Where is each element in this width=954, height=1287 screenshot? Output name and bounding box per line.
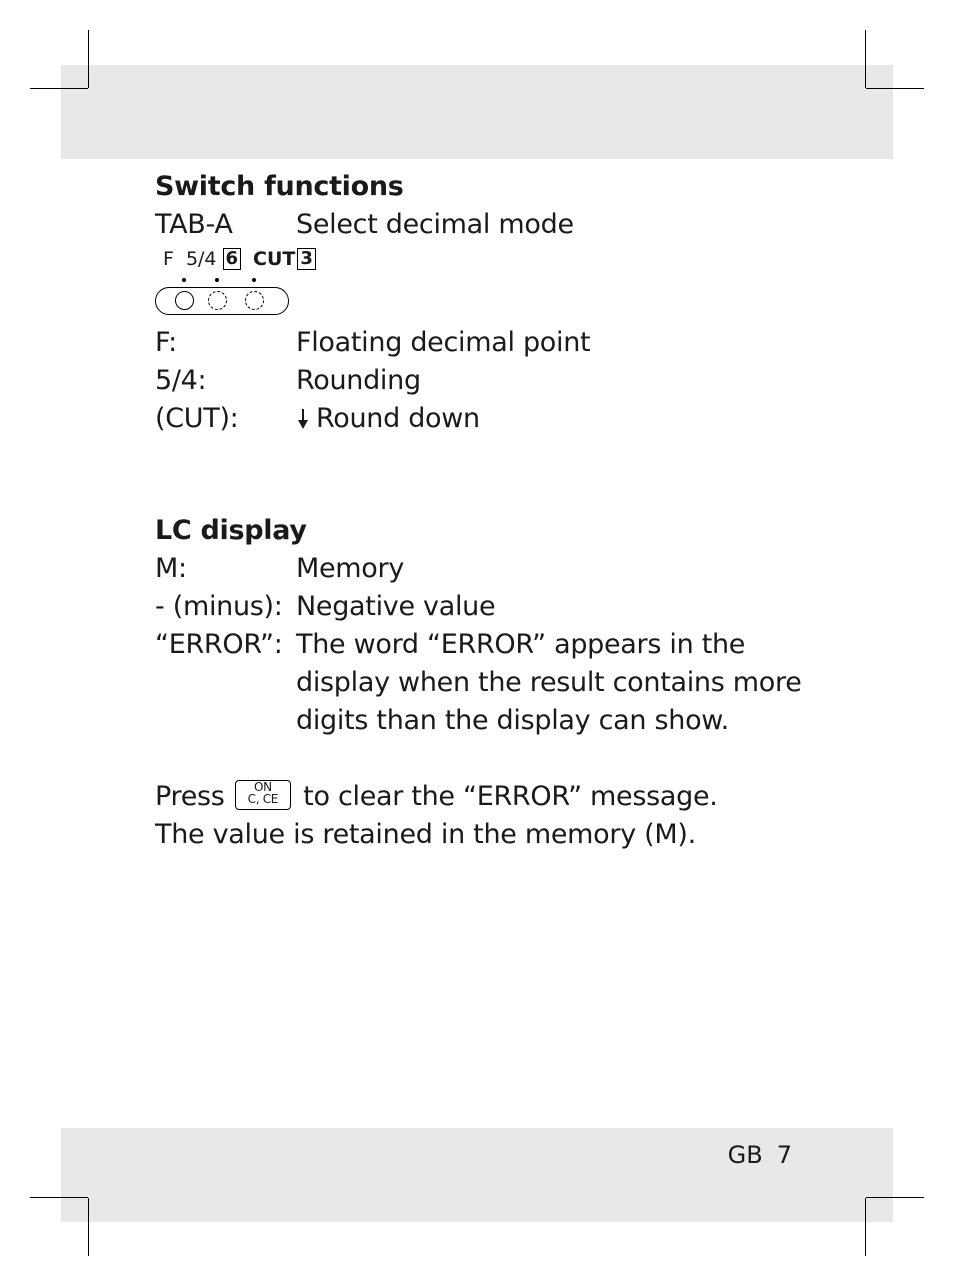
arrow-down-icon xyxy=(296,408,310,430)
press-text: Press xyxy=(155,781,225,812)
clear-error-note xyxy=(155,778,835,816)
switch-dot xyxy=(252,278,256,282)
tab-switch-diagram xyxy=(155,244,355,324)
switch-dot xyxy=(182,278,186,282)
page-number: 7 xyxy=(776,1141,792,1169)
tab-a-def: Select decimal mode xyxy=(296,209,574,240)
language-code: GB xyxy=(727,1141,763,1169)
display-row-error xyxy=(155,626,835,740)
display-row-m xyxy=(155,550,835,588)
tab-a-term: TAB-A xyxy=(155,209,233,240)
tab-a-row xyxy=(155,206,835,244)
page-content xyxy=(155,168,835,854)
crop-mark xyxy=(30,1197,88,1198)
switch-label-f: F xyxy=(163,248,174,270)
mode-term: F: xyxy=(155,327,177,358)
clear-error-text: to clear the “ERROR” message. xyxy=(303,781,718,812)
on-cce-key xyxy=(235,780,291,810)
switch-label-cut: CUT xyxy=(253,248,296,270)
crop-mark xyxy=(865,1198,866,1256)
display-term: M: xyxy=(155,553,187,584)
mode-def: Round down xyxy=(316,403,480,434)
key-label-bottom: C, CE xyxy=(247,791,279,806)
lc-display-heading: LC display xyxy=(155,515,307,546)
crop-mark xyxy=(866,1197,924,1198)
crop-mark xyxy=(88,30,89,88)
memory-note: The value is retained in the memory (M). xyxy=(155,819,696,850)
mode-def: Rounding xyxy=(296,365,421,396)
header-band xyxy=(61,65,893,159)
mode-def-wrap xyxy=(296,400,835,438)
display-row-minus xyxy=(155,588,835,626)
switch-label-54: 5/4 xyxy=(185,248,217,270)
page-footer xyxy=(714,1138,792,1172)
mode-row-54 xyxy=(155,362,835,400)
switch-label-6: 6 xyxy=(223,248,242,270)
switch-labels xyxy=(163,248,316,270)
display-term: “ERROR”: xyxy=(155,629,283,660)
key-label-top: ON xyxy=(253,779,272,794)
display-def: Negative value xyxy=(296,591,496,622)
switch-position-empty xyxy=(208,291,227,310)
display-def: Memory xyxy=(296,553,405,584)
display-term: - (minus): xyxy=(155,591,283,622)
switch-label-3: 3 xyxy=(297,248,316,270)
mode-term: 5/4: xyxy=(155,365,207,396)
switch-knob xyxy=(175,291,194,310)
mode-term: (CUT): xyxy=(155,403,239,434)
crop-mark xyxy=(30,88,88,89)
display-def: The word “ERROR” appears in the display when the result contains more digits than the display can show. xyxy=(296,629,802,736)
crop-mark xyxy=(866,88,924,89)
switch-functions-heading: Switch functions xyxy=(155,171,404,202)
crop-mark xyxy=(865,30,866,88)
switch-dot xyxy=(215,278,219,282)
mode-def: Floating decimal point xyxy=(296,327,591,358)
switch-position-empty xyxy=(245,291,264,310)
mode-row-cut xyxy=(155,400,835,438)
mode-row-f xyxy=(155,324,835,362)
crop-mark xyxy=(88,1198,89,1256)
